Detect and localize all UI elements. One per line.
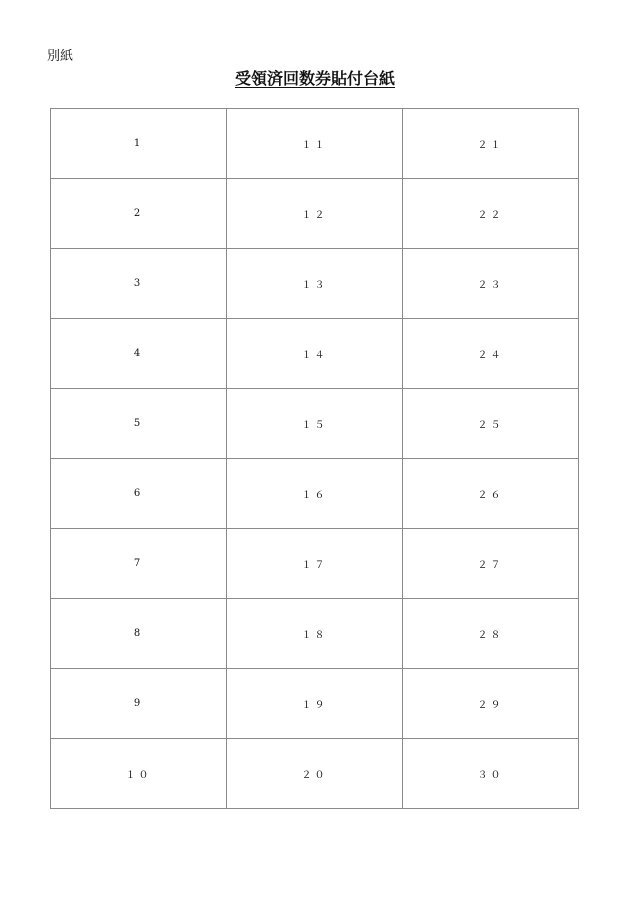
grid-row [51,109,579,179]
grid-cell: ２３ [403,249,579,319]
grid-row [51,249,579,319]
grid-row [51,599,579,669]
page-label: 別紙 [47,49,74,64]
grid-cell: 4 [51,319,227,389]
grid-cell: ２２ [403,179,579,249]
grid-cell: ２６ [403,459,579,529]
grid-cell: 6 [51,459,227,529]
grid-cell: 9 [51,669,227,739]
grid-row [51,739,579,809]
grid-cell: １３ [227,249,403,319]
grid-row [51,459,579,529]
grid-cell: 5 [51,389,227,459]
grid-cell: 2 [51,179,227,249]
grid-row [51,529,579,599]
grid-cell: １５ [227,389,403,459]
grid-cell: １１ [227,109,403,179]
grid-cell: １０ [51,739,227,809]
grid-row [51,319,579,389]
grid-cell: 7 [51,529,227,599]
grid-cell: ２９ [403,669,579,739]
grid-cell: ２７ [403,529,579,599]
grid-cell: １９ [227,669,403,739]
grid-row [51,669,579,739]
ticket-pasting-grid [50,108,579,809]
document-title [0,68,630,90]
grid-cell: 3 [51,249,227,319]
grid-cell: 8 [51,599,227,669]
grid-cell: １８ [227,599,403,669]
grid-cell: ２１ [403,109,579,179]
grid-cell: １７ [227,529,403,599]
document-title-text: 受領済回数券貼付台紙 [234,69,395,88]
grid-row [51,389,579,459]
grid-cell: ３０ [403,739,579,809]
grid-cell: ２８ [403,599,579,669]
grid-cell: １４ [227,319,403,389]
grid-row [51,179,579,249]
grid-cell: １２ [227,179,403,249]
grid-cell: ２５ [403,389,579,459]
grid-cell: １６ [227,459,403,529]
grid-cell: ２０ [227,739,403,809]
grid-cell: 1 [51,109,227,179]
grid-cell: ２４ [403,319,579,389]
